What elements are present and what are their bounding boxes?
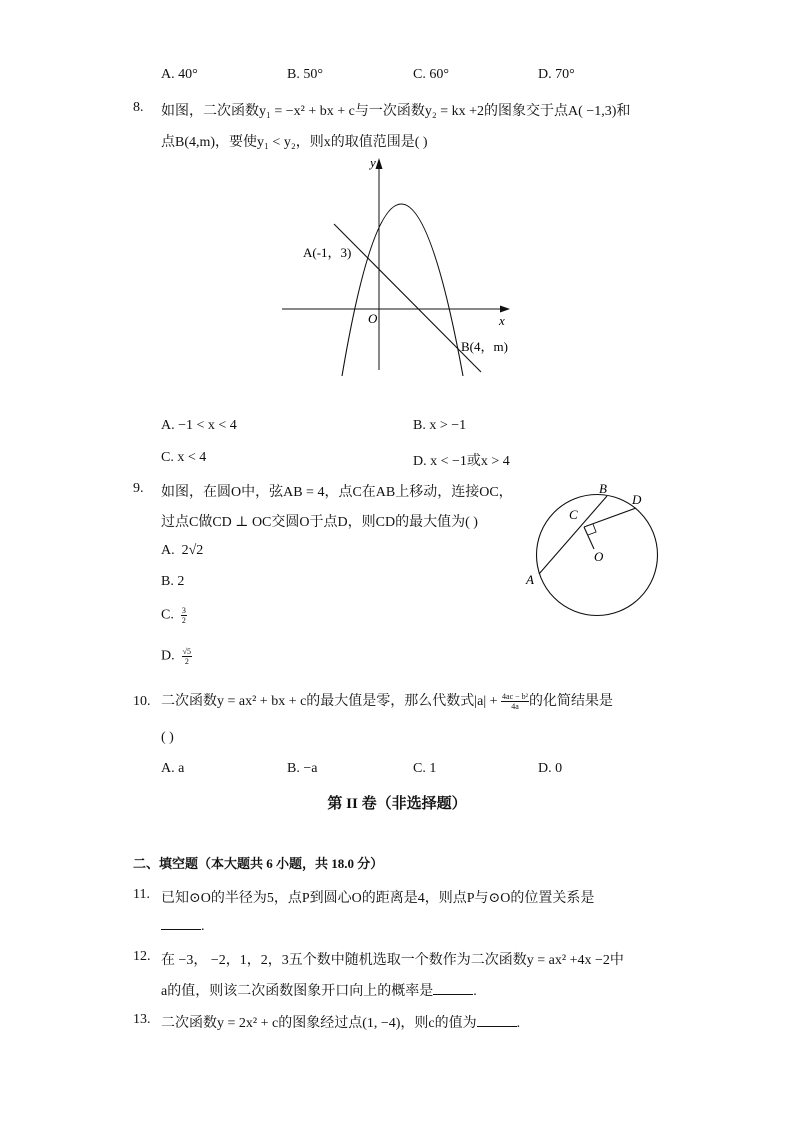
q10-number: 10. [133,694,151,709]
segment-cd [584,508,636,527]
q7-option-c: C. 60° [413,67,449,82]
q9-text-line1: 如图，在圆O中，弦AB = 4，点C在AB上移动，连接OC， [161,485,513,500]
fraction-numerator: √5 [182,647,192,656]
q9-option-d [161,647,192,666]
q11-answer-line [161,917,205,935]
q9-option-c [161,606,187,625]
fraction-denominator: 2 [181,616,186,625]
q9-option-a-label: A. [161,543,175,558]
q8-graph [280,152,520,380]
q12-number: 12. [133,949,151,964]
q12-text-line1: 在 −3， −2，1，2，3五个数中随机选取一个数作为二次函数y = ax² +4x −2中 [161,953,624,968]
y-axis-arrow [376,158,383,169]
q12-period: . [473,984,477,999]
q10-fraction [501,692,529,711]
point-c-label: C [569,507,578,522]
answer-blank[interactable] [161,917,201,930]
q8-number: 8. [133,100,144,115]
q7-option-a: A. 40° [161,67,198,82]
point-d-label: D [632,492,642,507]
q11-period: . [201,919,205,934]
part2-title: 第 II 卷（非选择题） [327,796,467,812]
q13-number: 13. [133,1012,151,1027]
q11-number: 11. [133,887,150,902]
q12-text-line2 [161,980,477,1000]
x-axis-label: x [499,313,505,328]
q10-text-post: 的化简结果是 [529,694,614,709]
q9-option-a [161,543,203,559]
segment-oc [584,527,594,549]
q10-option-d: D. 0 [538,761,563,776]
linear-function-line [334,224,481,372]
q11-text-line1: 已知⊙O的半径为5，点P到圆心O的距离是4，则点P与⊙O的位置关系是 [161,891,595,906]
q12-text-line2-main: a的值，则该二次函数图象开口向上的概率是 [161,984,434,999]
q9-option-d-fraction [182,647,192,666]
q9-option-c-fraction [181,606,187,625]
q10-option-a: A. a [161,761,185,776]
q13-period: . [516,1016,521,1031]
fraction-numerator: 3 [181,606,186,615]
point-o-label: O [594,549,604,564]
fraction-numerator: 4ac − b² [502,692,529,702]
y-axis-label: y [370,155,376,170]
q9-option-d-label: D. [161,648,175,664]
q9-option-c-label: C. [161,607,174,623]
parabola-curve [342,204,463,376]
x-axis-arrow [500,306,510,313]
q10-text-pre: 二次函数y = ax² + bx + c的最大值是零，那么代数式|a| + [161,694,498,709]
q9-option-b: B. 2 [161,574,185,589]
fraction-denominator: 2 [184,657,189,666]
q10-text-line1 [161,690,613,711]
q8-option-d: D. x < −1或x > 4 [413,454,510,469]
q10-text-line2: ( ) [161,730,174,745]
q8-option-c: C. x < 4 [161,450,207,465]
q9-option-a-value: 2√2 [181,543,204,558]
q8-option-a: A. −1 < x < 4 [161,418,237,433]
point-b-label: B(4，m) [461,339,508,354]
q10-option-c: C. 1 [413,761,437,776]
q8-text-line1: 如图，二次函数y₁ = −x² + bx + c与一次函数y₂ = kx +2的图象交于点A( −1,3)和 [161,104,631,119]
q9-circle-figure [520,478,670,620]
q7-option-d: D. 70° [538,67,575,82]
answer-blank[interactable] [477,1014,517,1027]
fraction-denominator: 4a [511,702,519,712]
q13-text-main: 二次函数y = 2x² + c的图象经过点(1, −4)，则c的值为 [161,1016,477,1031]
q13-text-line1 [161,1012,520,1032]
q9-text-line2: 过点C做CD ⊥ OC交圆O于点D，则CD的最大值为( ) [161,515,478,530]
q10-option-b: B. −a [287,761,318,776]
point-a-label: A(-1，3) [303,245,352,260]
answer-blank[interactable] [433,982,473,995]
q8-option-b: B. x > −1 [413,418,467,433]
origin-label: O [368,311,378,326]
section2-header: 二、填空题（本大题共 6 小题，共 18.0 分） [133,856,384,871]
point-b-label: B [599,481,607,496]
q7-option-b: B. 50° [287,67,323,82]
q8-text-line2: 点B(4,m)，要使y₁ < y₂，则x的取值范围是( ) [161,135,428,150]
point-a-label: A [526,572,534,587]
q9-number: 9. [133,481,144,496]
